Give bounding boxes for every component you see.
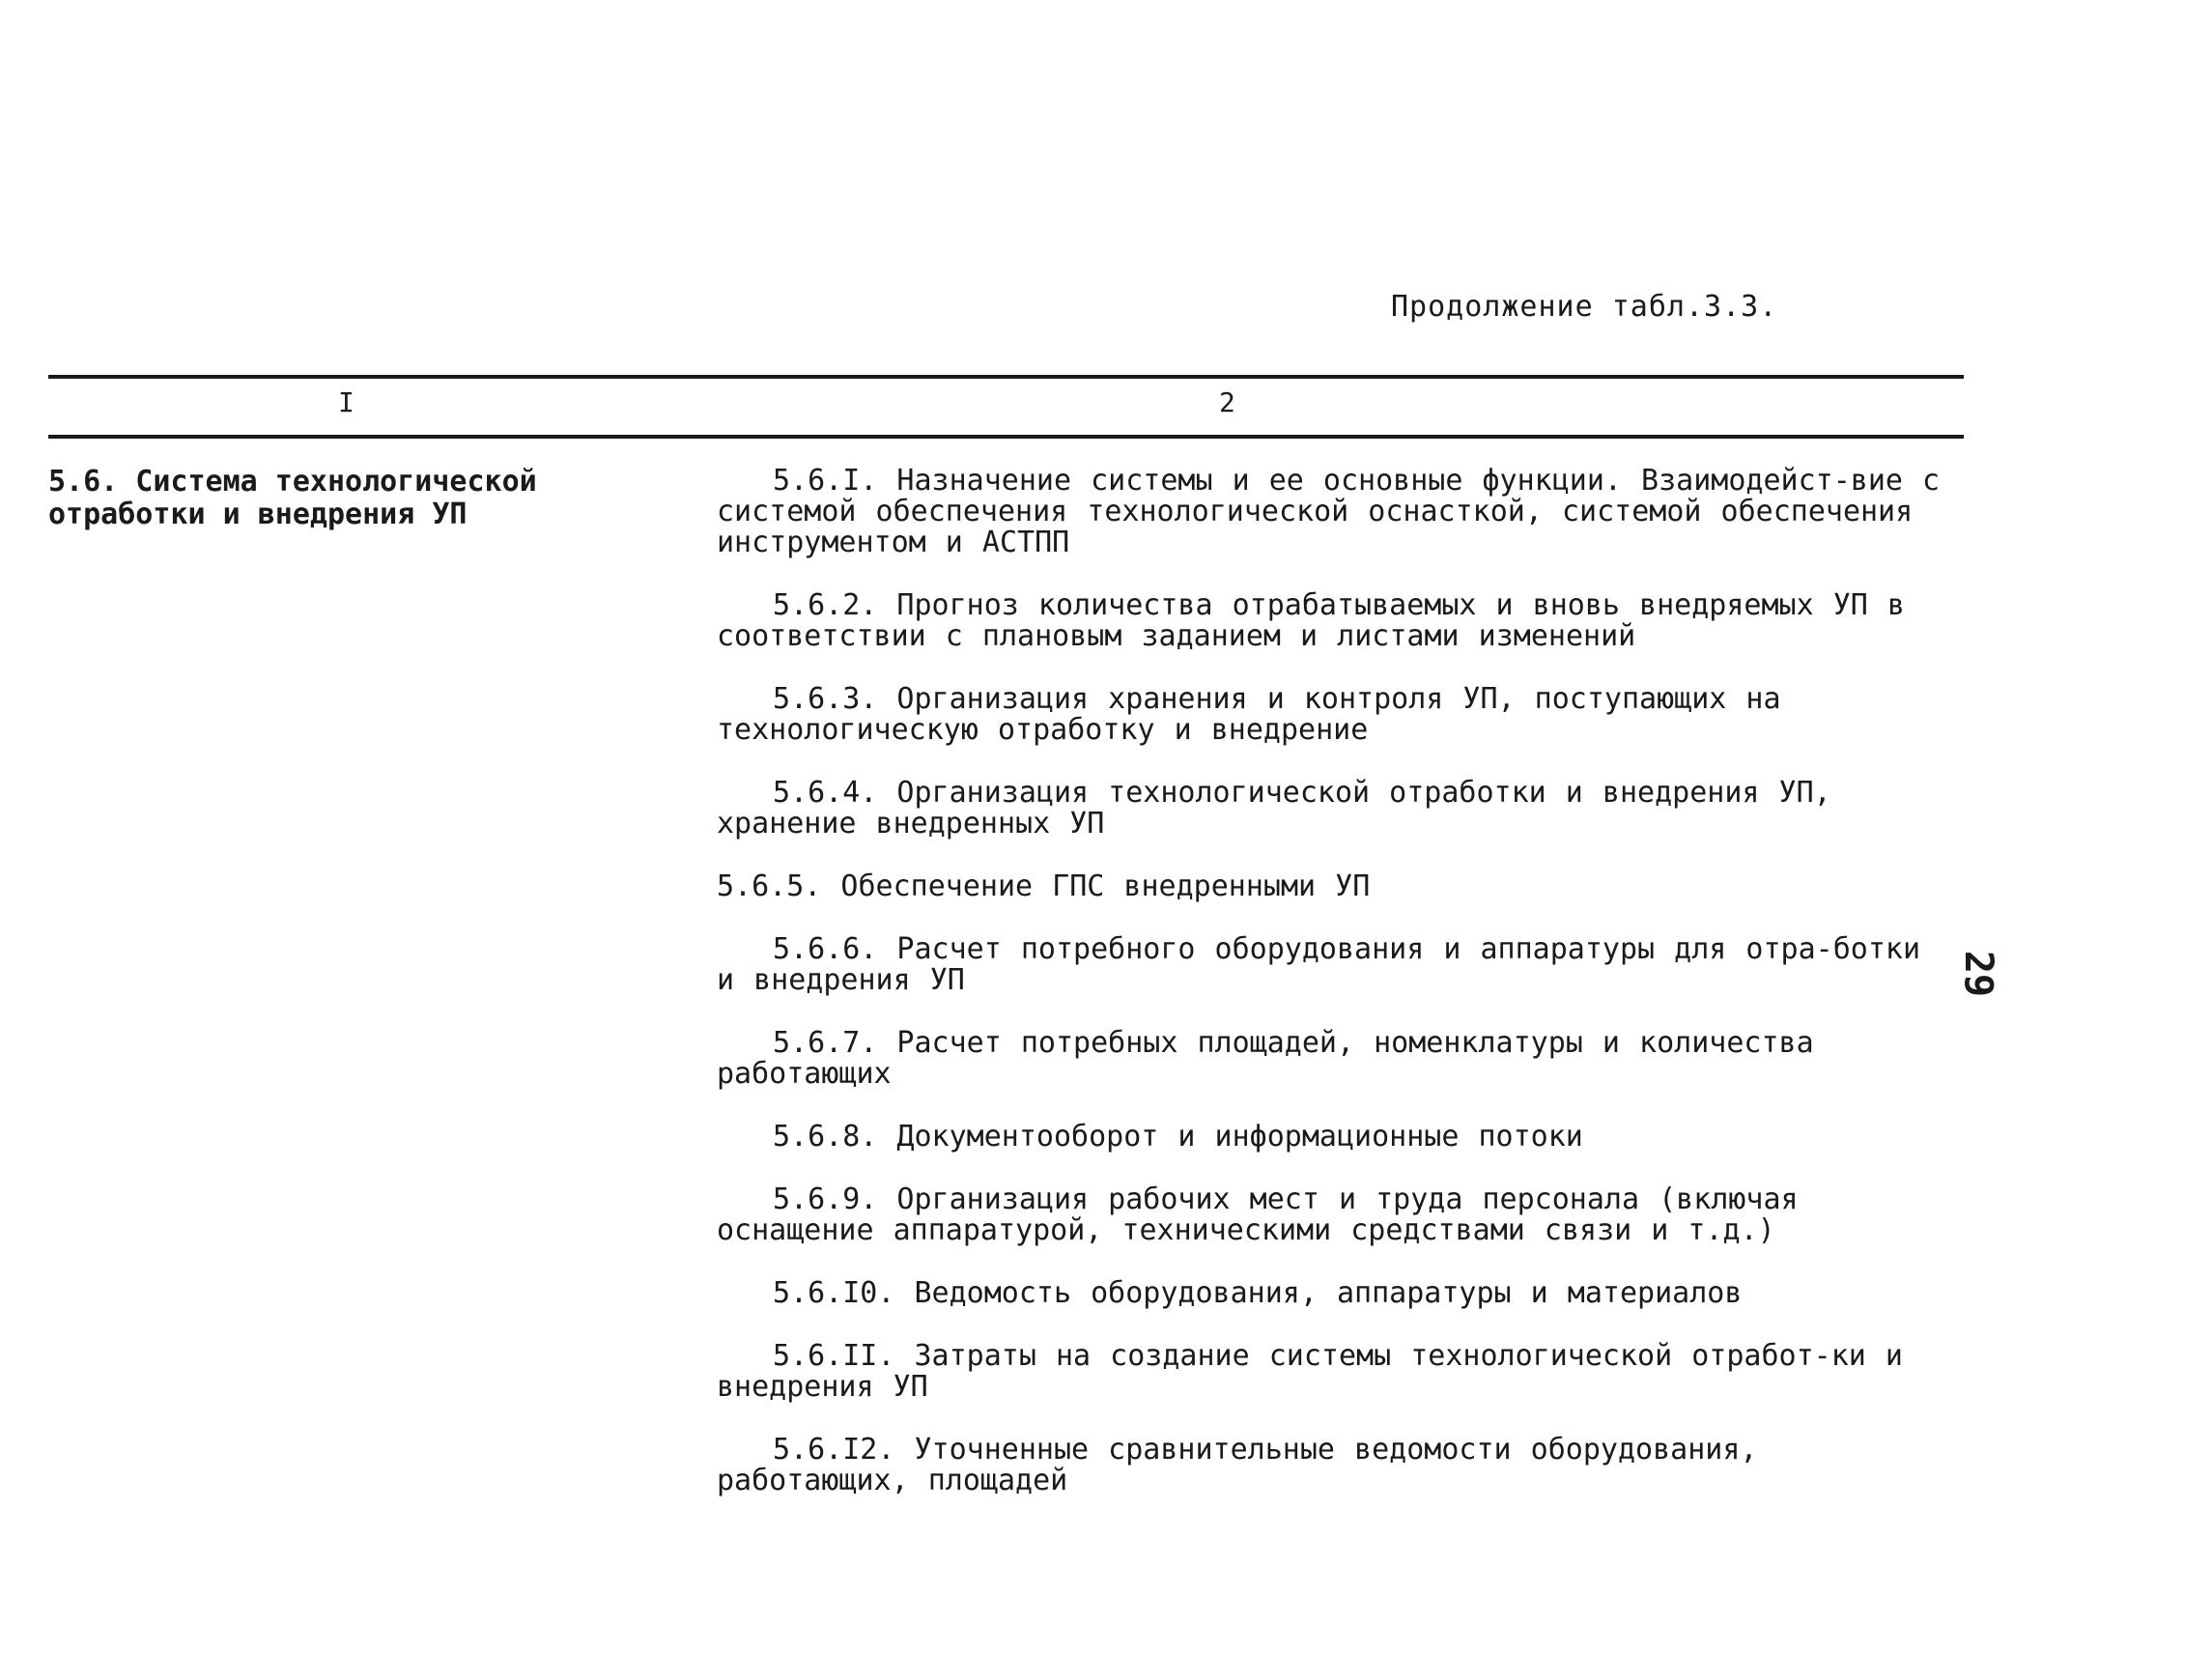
items-column	[717, 466, 1953, 1528]
list-item: 5.6.II. Затраты на создание системы технологической отработ-ки и внедрения УП	[717, 1339, 1903, 1404]
list-item: 5.6.3. Организация хранения и контроля УП, поступающих на технологическую отработку и внедрение	[717, 682, 1781, 747]
list-item: 5.6.I2. Уточненные сравнительные ведомости оборудования, работающих, площадей	[717, 1433, 1758, 1497]
list-item: 5.6.2. Прогноз количества отрабатываемых и вновь внедряемых УП в соответствии с плановым заданием и листами изменений	[717, 588, 1905, 653]
section-title: 5.6. Система технологической отработки и внедрения УП	[48, 465, 537, 531]
list-item: 5.6.4. Организация технологической отработки и внедрения УП, хранение внедренных УП	[717, 776, 1831, 841]
table-top-rule	[48, 375, 1964, 379]
list-item: 5.6.9. Организация рабочих мест и труда персонала (включая оснащение аппаратурой, техническими средствами связи и т.д.)	[717, 1183, 1799, 1247]
page-number: 29	[1956, 950, 2001, 998]
column-number-2: 2	[1219, 386, 1235, 418]
list-item: 5.6.5. Обеспечение ГПС внедренными УП	[717, 869, 1371, 903]
list-item: 5.6.I. Назначение системы и ее основные функции. Взаимодейст-вие с системой обеспечения технологической оснасткой, системой обеспечения инструментом и АСТПП	[717, 464, 1941, 559]
column-number-1: I	[338, 386, 354, 418]
list-item: 5.6.6. Расчет потребного оборудования и аппаратуры для отра-ботки и внедрения УП	[717, 932, 1920, 997]
list-item: 5.6.I0. Ведомость оборудования, аппаратуры и материалов	[773, 1276, 1743, 1310]
list-item: 5.6.8. Документооборот и информационные потоки	[773, 1120, 1583, 1154]
list-item: 5.6.7. Расчет потребных площадей, номенклатуры и количества работающих	[717, 1026, 1814, 1091]
table-continuation-caption: Продолжение табл.3.3.	[1391, 290, 1778, 324]
table-header-rule	[48, 435, 1964, 439]
